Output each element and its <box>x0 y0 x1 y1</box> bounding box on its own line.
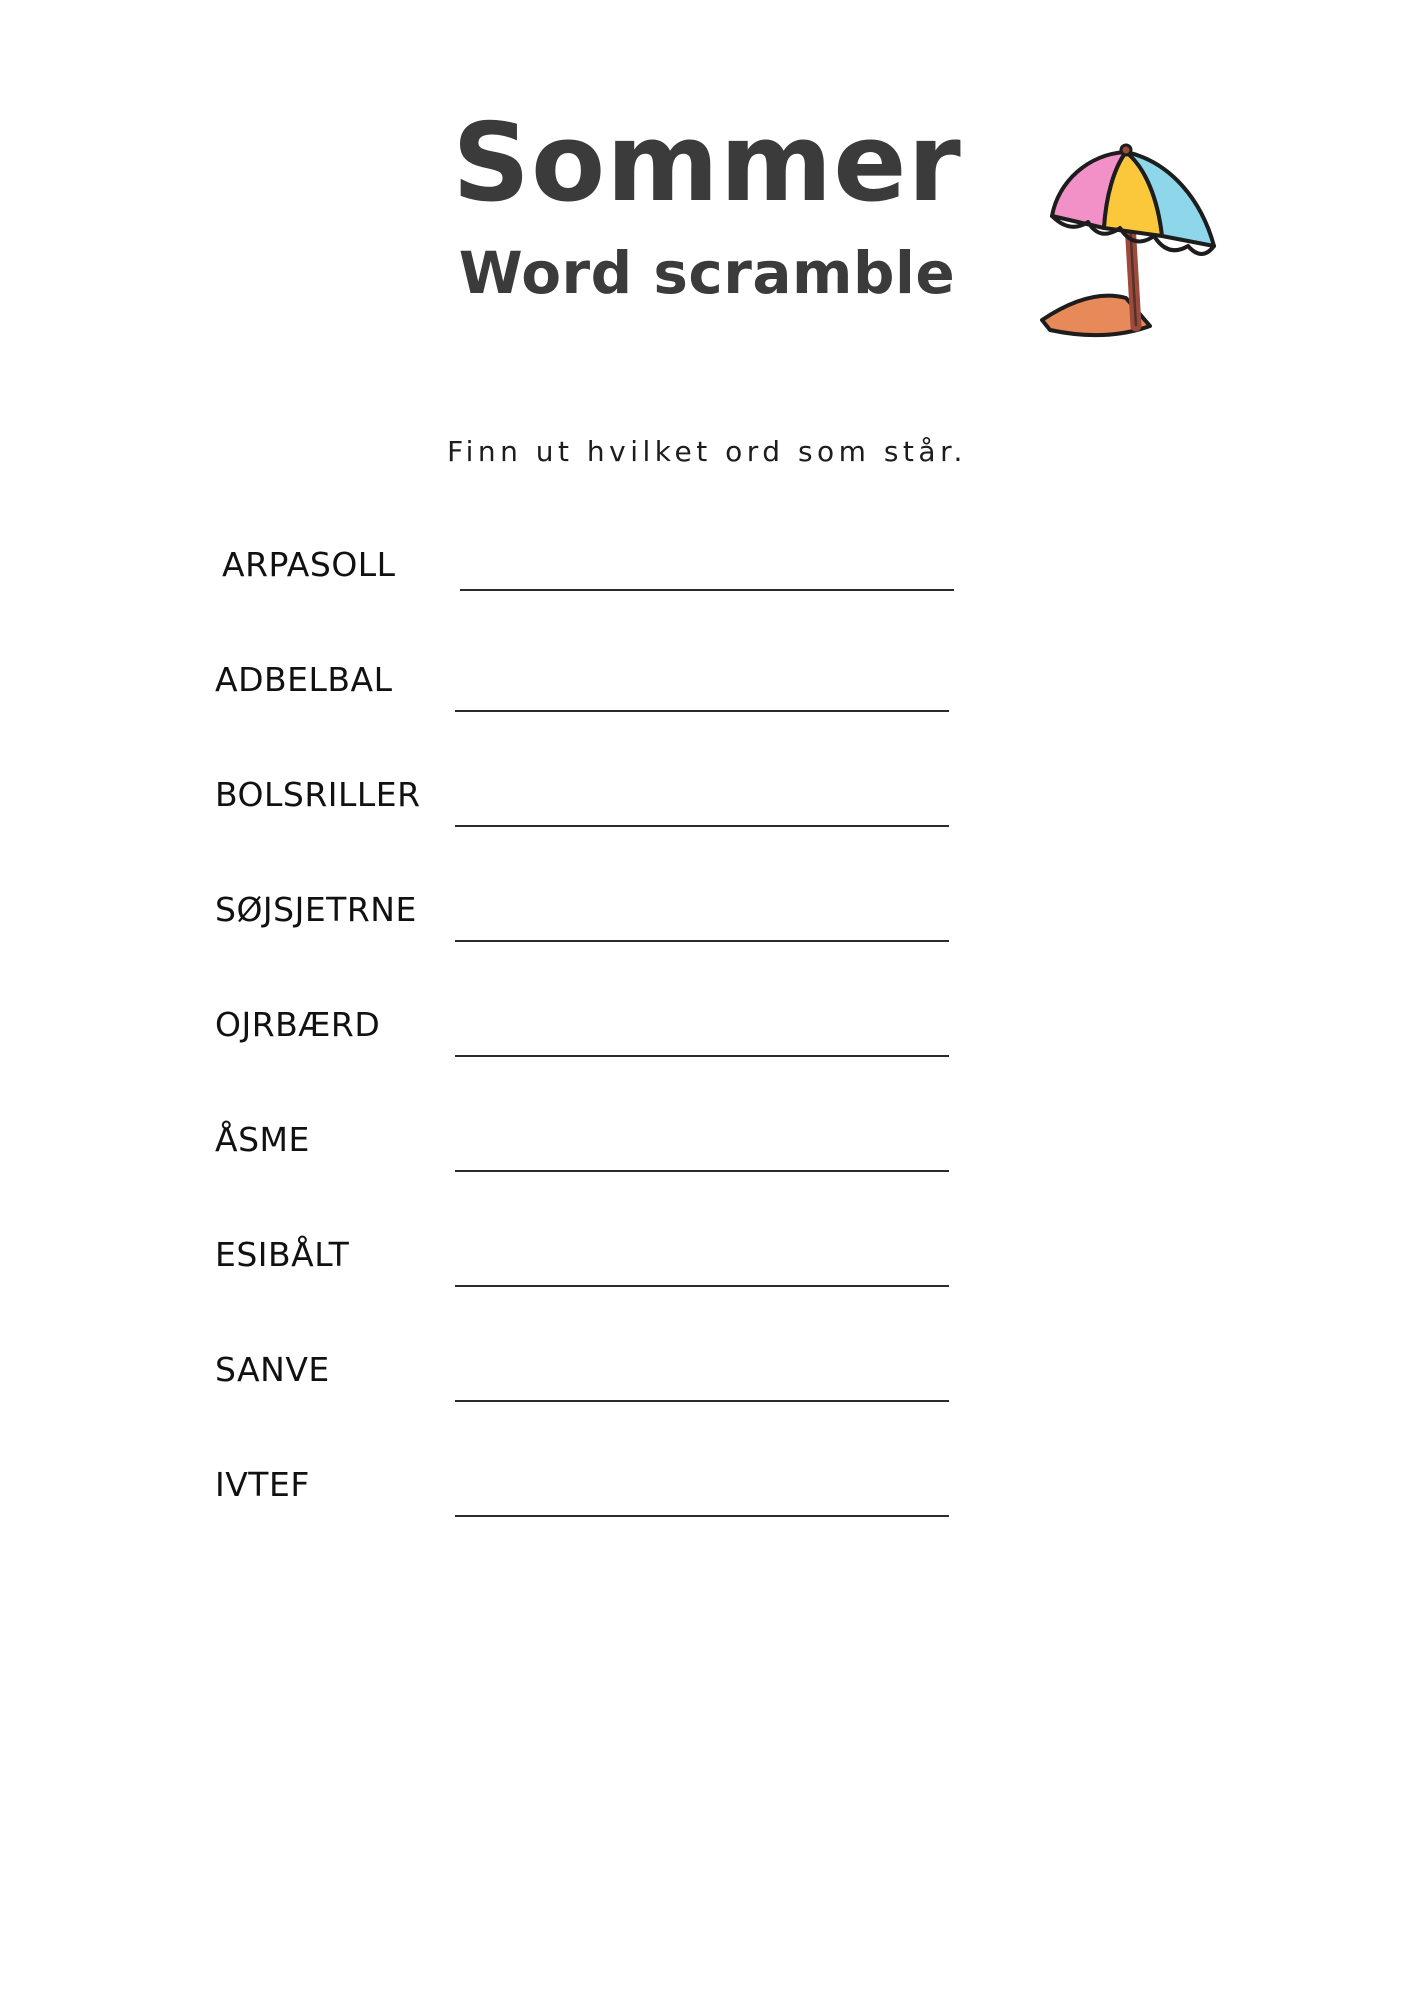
answer-line[interactable] <box>455 1400 949 1402</box>
answer-line[interactable] <box>460 589 954 591</box>
instruction-text: Finn ut hvilket ord som står. <box>447 435 967 468</box>
scrambled-word: ÅSME <box>215 1120 310 1159</box>
scrambled-word: BOLSRILLER <box>215 775 421 814</box>
list-item <box>0 1005 1414 1120</box>
answer-line[interactable] <box>455 1170 949 1172</box>
list-item <box>0 890 1414 1005</box>
scrambled-word: ESIBÅLT <box>215 1235 350 1274</box>
answer-line[interactable] <box>455 710 949 712</box>
list-item <box>0 660 1414 775</box>
list-item <box>0 1235 1414 1350</box>
list-item <box>0 775 1414 890</box>
beach-umbrella-icon <box>1030 130 1245 350</box>
scrambled-word: IVTEF <box>215 1465 310 1504</box>
scrambled-word: SØJSJETRNE <box>215 890 417 929</box>
scrambled-word: ADBELBAL <box>215 660 393 699</box>
list-item <box>0 1120 1414 1235</box>
scrambled-word: OJRBÆRD <box>215 1005 381 1044</box>
page-subtitle: Word scramble <box>458 239 956 307</box>
list-item <box>0 1465 1414 1580</box>
scrambled-word: SANVE <box>215 1350 330 1389</box>
answer-line[interactable] <box>455 1055 949 1057</box>
word-scramble-list <box>0 545 1414 1580</box>
answer-line[interactable] <box>455 1285 949 1287</box>
answer-line[interactable] <box>455 825 949 827</box>
list-item <box>0 1350 1414 1465</box>
list-item <box>0 545 1414 660</box>
answer-line[interactable] <box>455 1515 949 1517</box>
page-title: Sommer <box>452 101 962 226</box>
scrambled-word: ARPASOLL <box>222 545 396 584</box>
answer-line[interactable] <box>455 940 949 942</box>
